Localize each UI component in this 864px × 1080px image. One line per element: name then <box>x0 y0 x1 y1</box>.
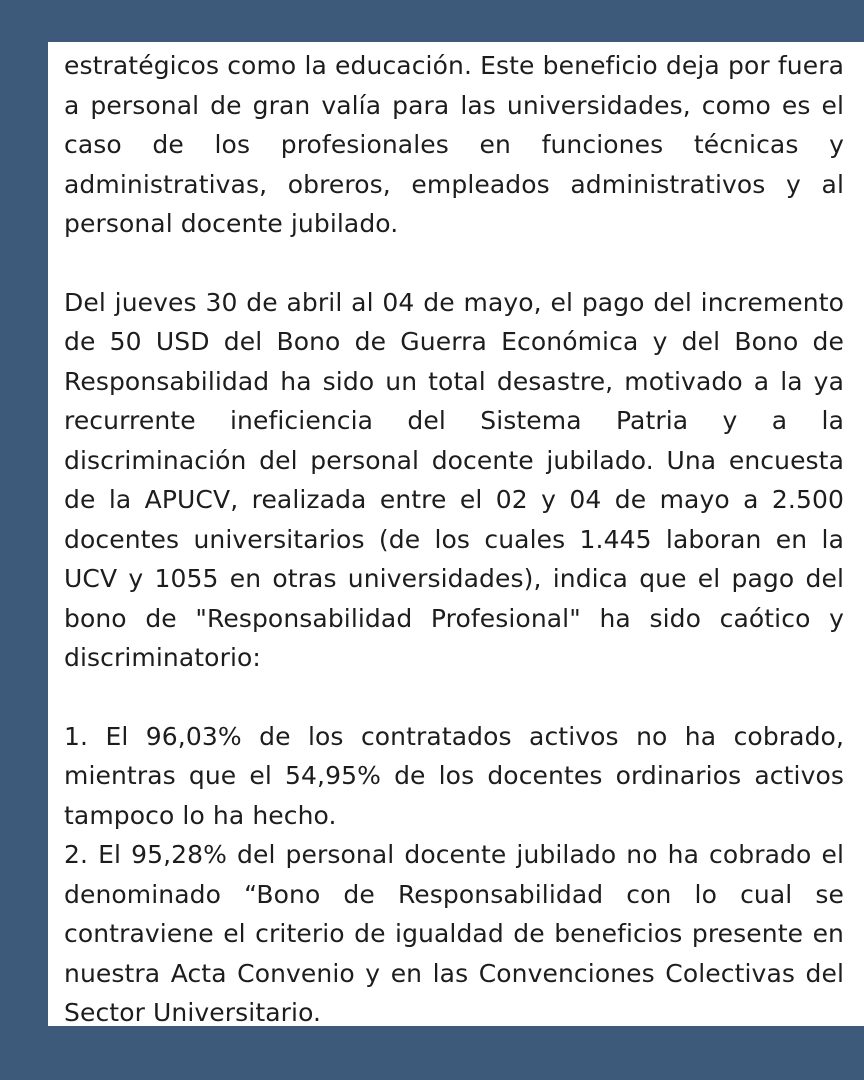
document-card <box>48 42 864 1026</box>
list-item: 1. El 96,03% de los contratados activos no ha cobrado, mientras que el 54,95% de los docentes ordinarios activos tampoco lo ha hecho. <box>64 721 844 830</box>
list-item: 2. El 95,28% del personal docente jubilado no ha cobrado el denominado “Bono de Responsabilidad con lo cual se contraviene el criterio de igualdad de beneficios presente en nuestra Acta Convenio y en las Convenciones Colectivas del Sector Universitario. <box>64 840 844 1026</box>
paragraph-spacer <box>64 244 844 283</box>
paragraph-spacer <box>64 678 844 717</box>
paragraph-survey: Del jueves 30 de abril al 04 de mayo, el pago del incremento de 50 USD del Bono de Guerra Económica y del Bono de Responsabilidad ha sido un total desastre, motivado a la ya recurrente ineficiencia del Sistema Patria y a la discriminación del personal docente jubilado. Una encuesta de la APUCV, realizada entre el 02 y 04 de mayo a 2.500 docentes universitarios (de los cuales 1.445 laboran en la UCV y 1055 en otras universidades), indica que el pago del bono de "Responsabilidad Profesional" ha sido caótico y discriminatorio: <box>64 287 844 672</box>
paragraph-benefits: estratégicos como la educación. Este beneficio deja por fuera a personal de gran valía para las universidades, como es el caso de los profesionales en funciones técnicas y administrativas, obreros, empleados administrativos y al personal docente jubilado. <box>64 51 844 238</box>
